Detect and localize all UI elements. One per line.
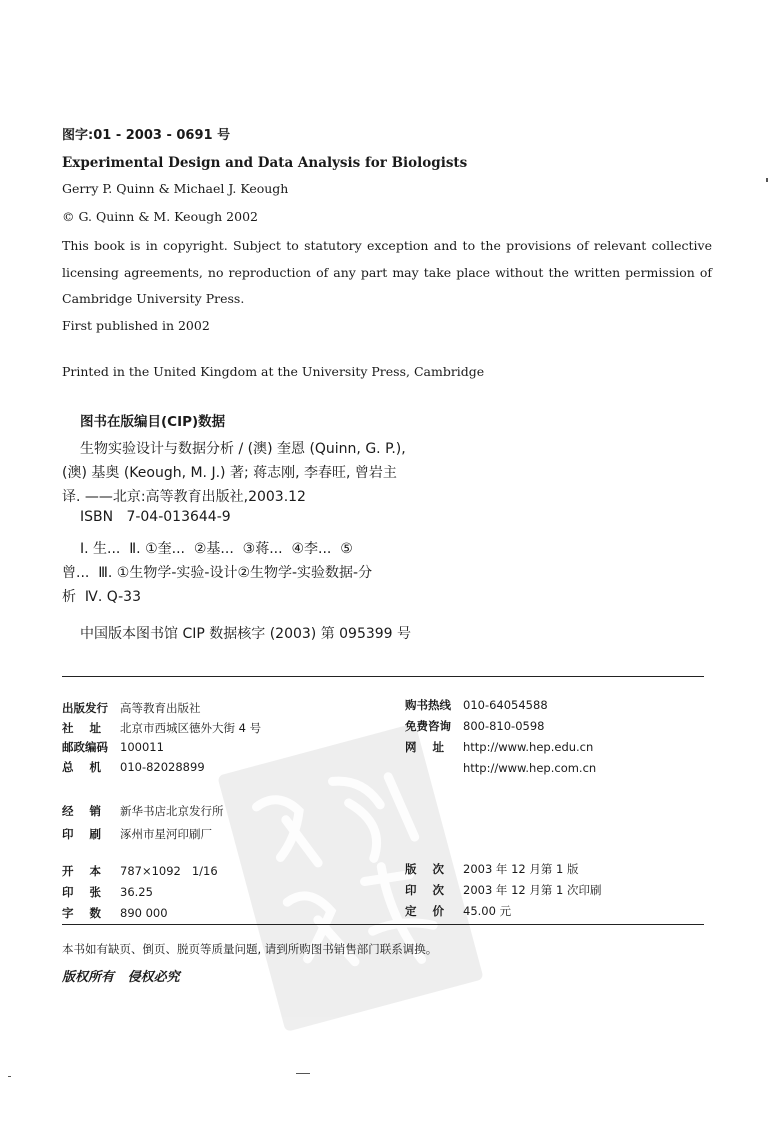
book-title: Experimental Design and Data Analysis for Biologists (62, 155, 468, 171)
info-value: 36.25 (120, 885, 153, 899)
cip-subject-2: 曾... Ⅲ. ①生物学-实验-设计②生物学-实验数据-分 (62, 565, 373, 581)
website-link[interactable]: http://www.hep.edu.cn (463, 740, 594, 754)
cip-heading: 图书在版编目(CIP)数据 (80, 414, 226, 430)
info-value: 45.00 元 (463, 904, 512, 918)
info-row-hotline (405, 694, 596, 715)
first-published: First published in 2002 (62, 318, 210, 333)
info-row-price (405, 900, 602, 921)
divider-top (62, 676, 704, 677)
info-label: 购书热线 (405, 698, 451, 712)
info-row-switchboard (62, 757, 261, 777)
info-row-postcode (62, 737, 261, 757)
cip-line-1: 生物实验设计与数据分析 / (澳) 奎恩 (Quinn, G. P.), (80, 441, 406, 457)
info-row-website (405, 736, 596, 757)
book-authors: Gerry P. Quinn & Michael J. Keough (62, 181, 289, 196)
info-label: 定 价 (405, 904, 445, 918)
info-value: 高等教育出版社 (120, 701, 201, 715)
info-value: 新华书店北京发行所 (120, 804, 224, 818)
info-value: 010-64054588 (463, 698, 548, 712)
info-label: 社 址 (62, 720, 102, 735)
info-label: 邮政编码 (62, 740, 108, 754)
publisher-info-right (405, 694, 596, 778)
info-row-address (62, 718, 261, 738)
info-value: 涿州市星河印刷厂 (120, 827, 212, 841)
info-label: 总 机 (62, 759, 102, 774)
quality-notice: 本书如有缺页、倒页、脱页等质量问题, 请到所购图书销售部门联系调换。 (62, 942, 438, 956)
info-label: 经 销 (62, 804, 102, 818)
info-value: 北京市西城区德外大街 4 号 (120, 720, 262, 735)
info-value: 787×1092 1/16 (120, 864, 218, 878)
publisher-info-left (62, 698, 261, 776)
info-value: 010-82028899 (120, 759, 205, 774)
printed-in: Printed in the United Kingdom at the University Press, Cambridge (62, 364, 485, 379)
info-label: 印 刷 (62, 827, 102, 841)
cip-isbn: ISBN 7-04-013644-9 (80, 509, 231, 525)
info-row-publisher (62, 698, 261, 718)
rights-reserved: 版权所有 侵权必究 (62, 970, 180, 985)
cip-subject-3: 析 Ⅳ. Q-33 (62, 589, 141, 605)
info-row-sheets (62, 881, 218, 902)
copyright-notice: This book is in copyright. Subject to statutory exception and to the provisions of relevant collective licensing agreements, no reproduction of any part may take place without the written permission of Cambridge University Press. (62, 238, 712, 306)
info-label: 出版发行 (62, 701, 108, 715)
website-link[interactable]: http://www.hep.com.cn (463, 761, 597, 775)
info-label: 印 张 (62, 885, 102, 899)
info-row-distributor (62, 799, 224, 822)
distribution-info (62, 799, 224, 845)
info-row-impression (405, 879, 602, 900)
scan-speck (766, 178, 768, 182)
info-label: 免费咨询 (405, 719, 451, 733)
copyright-line: © G. Quinn & M. Keough 2002 (62, 209, 258, 224)
cip-line-3: 译. ——北京:高等教育出版社,2003.12 (62, 489, 306, 505)
info-value: 2003 年 12 月第 1 版 (463, 862, 579, 876)
info-label: 字 数 (62, 906, 102, 920)
divider-bottom (62, 924, 704, 925)
scan-speck (8, 1076, 11, 1077)
cip-record-number: 中国版本图书馆 CIP 数据核字 (2003) 第 095399 号 (80, 626, 412, 642)
license-number: 图字:01 - 2003 - 0691 号 (62, 128, 231, 143)
specs-right (405, 858, 602, 921)
info-value: 800-810-0598 (463, 719, 545, 733)
info-row-printer (62, 822, 224, 845)
info-row-wordcount (62, 902, 218, 923)
info-label: 印 次 (405, 883, 445, 897)
info-row-edition (405, 858, 602, 879)
cip-subject-1: Ⅰ. 生... Ⅱ. ①奎... ②基... ③蒋... ④李... ⑤ (80, 541, 353, 557)
scan-speck (296, 1073, 310, 1074)
info-label: 版 次 (405, 862, 445, 876)
info-value: 890 000 (120, 906, 168, 920)
info-row-website-2 (405, 757, 596, 778)
specs-left (62, 860, 218, 923)
info-value: 2003 年 12 月第 1 次印刷 (463, 883, 602, 897)
info-label: 网 址 (405, 740, 445, 754)
info-value: 100011 (120, 740, 164, 754)
info-label: 开 本 (62, 864, 102, 878)
info-row-format (62, 860, 218, 881)
cip-line-2: (澳) 基奥 (Keough, M. J.) 著; 蒋志刚, 李春旺, 曾岩主 (62, 465, 397, 481)
info-row-free-consult (405, 715, 596, 736)
